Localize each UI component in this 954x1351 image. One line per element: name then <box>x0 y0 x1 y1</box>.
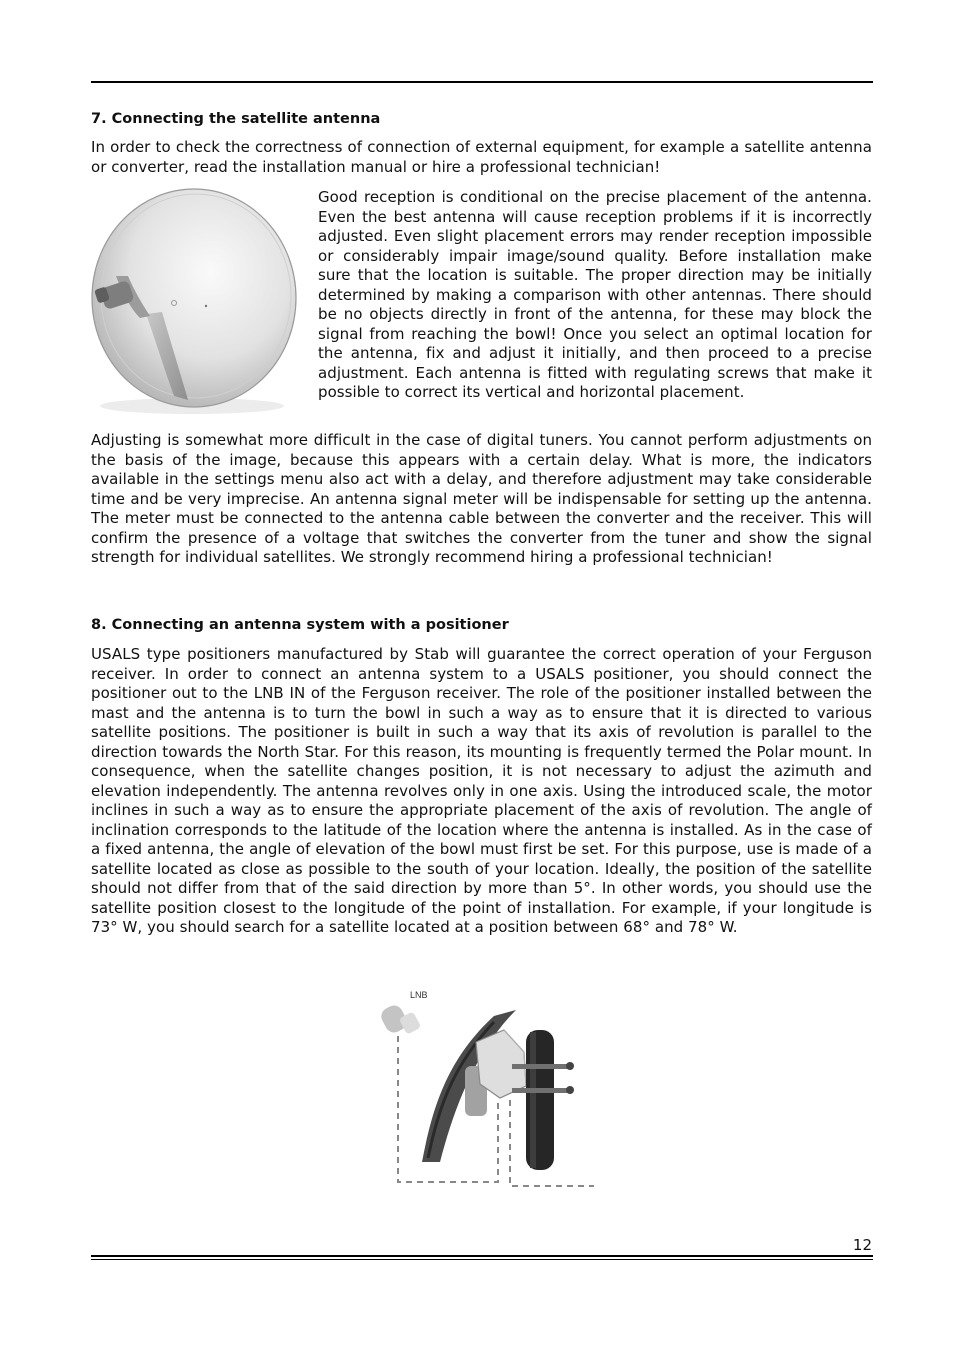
section-8-heading: 8. Connecting an antenna system with a positioner <box>91 617 509 633</box>
section-7-heading: 7. Connecting the satellite antenna <box>91 111 381 127</box>
section-7-adjusting: Adjusting is somewhat more difficult in the case of digital tuners. You cannot perform adjustments on the basis of the image, because this appears with a certain delay. What is more, the indicators available in the settings menu also act with a delay, and therefore adjustment may take considerable time and be very imprecise. An antenna signal meter will be indispensable for setting up the antenna. The meter must be connected to the antenna cable between the converter and the receiver. This will confirm the presence of a voltage that switches the converter from the tuner and show the signal strength for individual satellites. We strongly recommend hiring a professional technician! <box>91 431 872 566</box>
section-8-body: USALS type positioners manufactured by Stab will guarantee the correct operation of your Ferguson receiver. In order to connect an antenna system to a USALS positioner, you should connect the positioner out to the LNB IN of the Ferguson receiver. The role of the positioner installed between the mast and the antenna is to turn the bowl in such a way as to ensure that it is directed to various satellite positions. The positioner is built in such a way that its axis of revolution is parallel to the direction towards the North Star. For this reason, its mounting is frequently termed the Polar mount. In consequence, when the satellite changes position, it is not necessary to adjust the azimuth and elevation independently. The antenna revolves only in one axis. Using the introduced scale, the motor inclines in such a way as to ensure the appropriate placement of the axis of revolution. The angle of inclination corresponds to the latitude of the location where the antenna is installed. As in the case of a fixed antenna, the angle of elevation of the bowl must first be set. For this purpose, use is made of a satellite located as close as possible to the south of your location. Ideally, the position of the satellite should not differ from that of the said direction by more than 5°. In other words, you should use the satellite position closest to the longitude of the point of installation. For example, if your longitude is 73° W, you should search for a satellite located at a position between 68° and 78° W. <box>91 645 872 936</box>
page-number: 12 <box>852 1236 872 1254</box>
header-rule <box>91 81 873 83</box>
positioner-diagram-image <box>376 990 598 1190</box>
lnb-label: LNB <box>410 990 428 1000</box>
satellite-dish-image <box>88 186 300 416</box>
footer-rule <box>91 1255 873 1257</box>
section-7-placement: Good reception is conditional on the precise placement of the antenna. Even the best antenna will cause reception problems if it is incorrectly adjusted. Even slight placement errors may render reception impossible or considerably impair image/sound quality. Before installation make sure that the location is suitable. The proper direction may be initially determined by making a comparison with other antennas. There should be no objects directly in front of the antenna, for these may block the signal from reaching the bowl! Once you select an optimal location for the antenna, fix and adjust it initially, and then proceed to a precise adjustment. Each antenna is fitted with regulating screws that make it possible to correct its vertical and horizontal placement. <box>318 188 872 401</box>
section-7-intro: In order to check the correctness of connection of external equipment, for example a satellite antenna or converter, read the installation manual or hire a professional technician! <box>91 138 872 176</box>
footer-rule-thin <box>91 1259 873 1260</box>
